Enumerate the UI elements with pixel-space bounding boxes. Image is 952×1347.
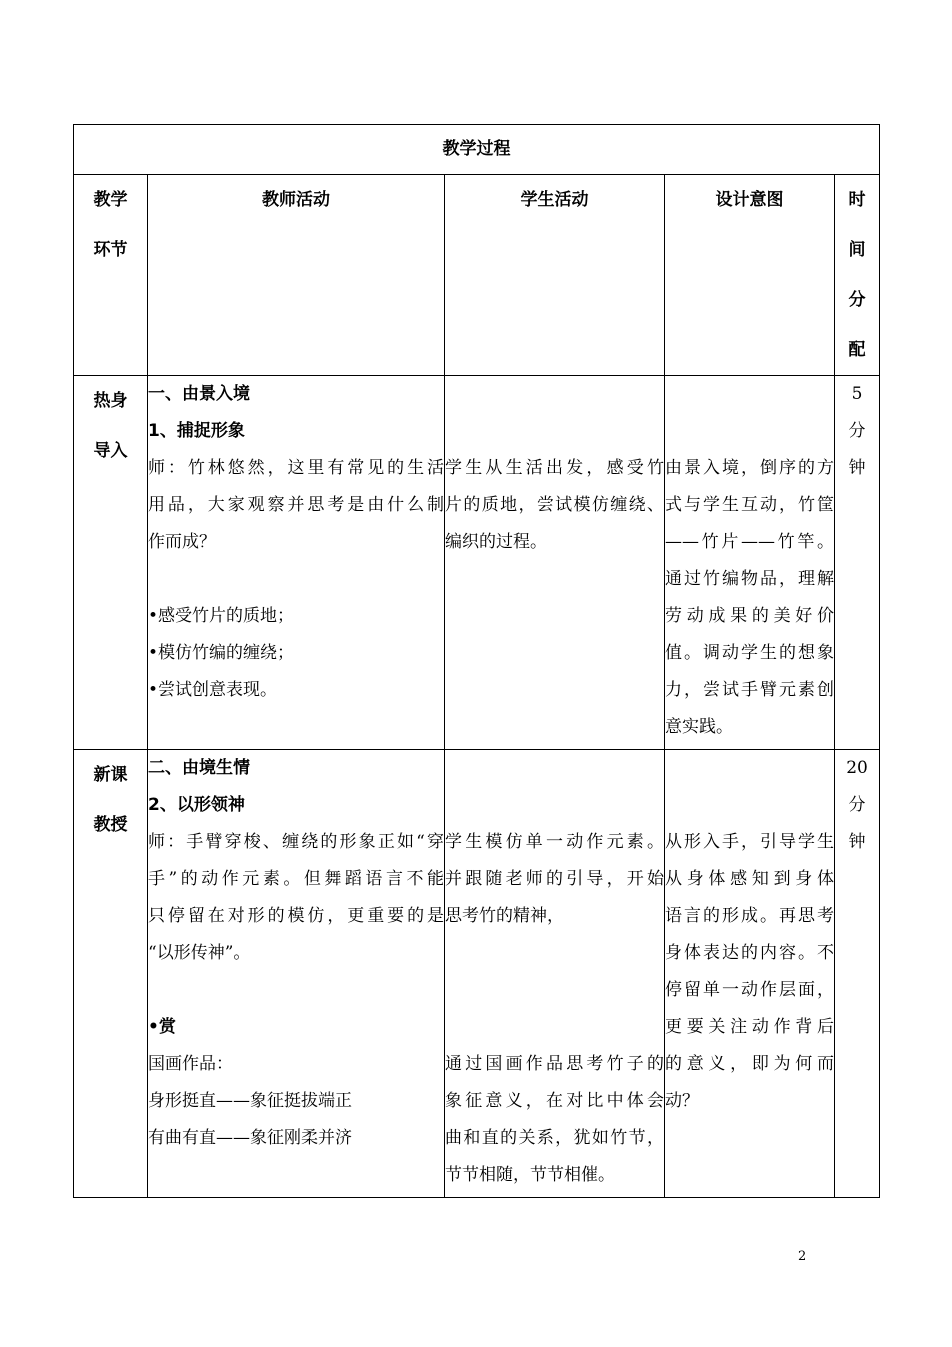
table-row bbox=[74, 750, 880, 1198]
lesson-process-table bbox=[73, 124, 880, 1198]
subsection-heading: 1、捕捉形象 bbox=[148, 421, 245, 441]
bullet-item: •感受竹片的质地； bbox=[148, 606, 295, 626]
teacher-activity-cell: 一、由景入境 1、捕捉形象 师：竹林悠然，这里有常见的生活 用品，大家观察并思考是由什么制 作而成？ •感受竹片的质地； •模仿竹编的缠绕； •尝试创意表现。 bbox=[148, 376, 445, 750]
teacher-activity-cell: 二、由境生情 2、以形领神 师：手臂穿梭、缠绕的形象正如“穿 手”的动作元素。但舞蹈语言不能 只停留在对形的模仿，更重要的是 “以形传神”。 •赏 国画作品： 身形挺直——象征挺拔端正 有曲有直——象征刚柔并济 bbox=[148, 750, 445, 1198]
page-number: 2 bbox=[798, 1249, 807, 1264]
table-title: 教学过程 bbox=[74, 125, 880, 175]
table-row bbox=[74, 376, 880, 750]
student-activity-cell: 学生从生活出发，感受竹 片的质地，尝试模仿缠绕、 编织的过程。 bbox=[445, 376, 665, 750]
bullet-item: •赏 bbox=[148, 1017, 176, 1037]
student-activity-cell: 学生模仿单一动作元素。 并跟随老师的引导，开始 思考竹的精神， 通过国画作品思考竹子的 象征意义，在对比中体会 曲和直的关系，犹如竹节， 节节相随，节节相催。 bbox=[445, 750, 665, 1198]
design-intent-cell: 从形入手，引导学生 从身体感知到身体 语言的形成。再思考 身体表达的内容。不 停留单一动作层面， 更要关注动作背后 的意义，即为何而 动？ bbox=[665, 750, 835, 1198]
design-intent-cell: 由景入境，倒序的方 式与学生互动，竹筐 ——竹片——竹竿。 通过竹编物品，理解 劳动成果的美好价 值。调动学生的想象 力，尝试手臂元素创 意实践。 bbox=[665, 376, 835, 750]
time-cell: 20 分 钟 bbox=[835, 750, 880, 1198]
header-design-intent: 设计意图 bbox=[665, 175, 835, 376]
header-stage: 教学 环节 bbox=[74, 175, 148, 376]
section-heading: 一、由景入境 bbox=[148, 384, 250, 404]
header-teacher-activity: 教师活动 bbox=[148, 175, 445, 376]
bullet-item: •模仿竹编的缠绕； bbox=[148, 643, 295, 663]
stage-cell: 新课 教授 bbox=[74, 750, 148, 1198]
bullet-item: •尝试创意表现。 bbox=[148, 680, 278, 700]
stage-cell: 热身 导入 bbox=[74, 376, 148, 750]
time-cell: 5 分 钟 bbox=[835, 376, 880, 750]
header-time-allocation: 时 间 分 配 bbox=[835, 175, 880, 376]
section-heading: 二、由境生情 bbox=[148, 758, 250, 778]
header-student-activity: 学生活动 bbox=[445, 175, 665, 376]
subsection-heading: 2、以形领神 bbox=[148, 795, 245, 815]
